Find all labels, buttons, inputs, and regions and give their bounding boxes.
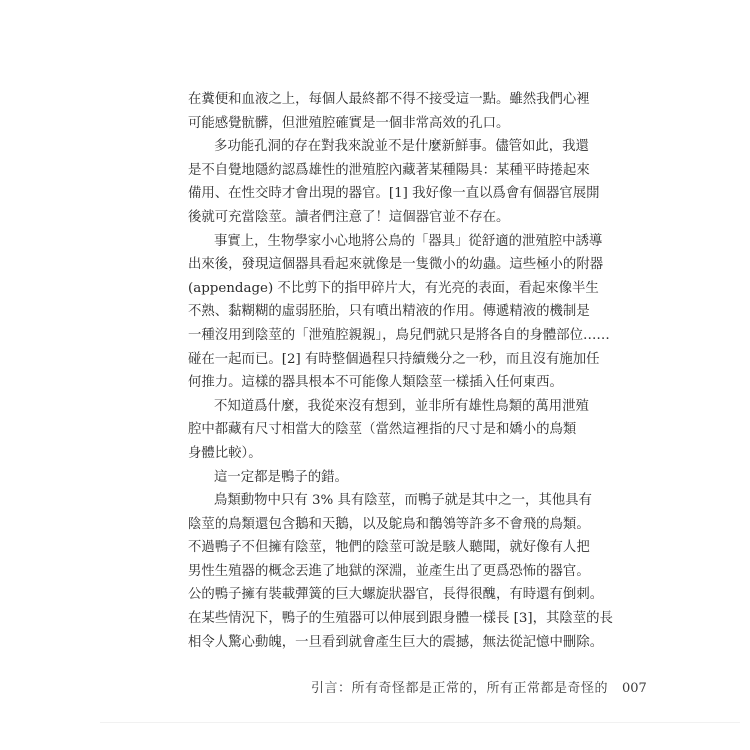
text-line: 公的鴨子擁有裝載彈簧的巨大螺旋狀器官，長得很醜，有時還有倒刺。	[188, 587, 604, 603]
text-line: 是不自覺地隱約認爲雄性的泄殖腔內藏著某種陽具：某種平時捲起來	[188, 162, 590, 178]
text-line: 一種沒用到陰莖的「泄殖腔親親」，鳥兒們就只是將各自的身體部位……	[188, 327, 610, 343]
text-line: 相令人驚心動魄，一旦看到就會產生巨大的震撼，無法從記憶中刪除。	[188, 634, 604, 650]
text-line: 後就可充當陰莖。讀者們注意了！這個器官並不存在。	[188, 209, 510, 225]
text-line: 不熟、黏糊糊的虛弱胚胎，只有噴出精液的作用。傳遞精液的機制是	[188, 304, 590, 320]
text-line: 身體比較）。	[188, 445, 262, 461]
paragraph	[188, 230, 610, 395]
text-line: 在某些情況下，鴨子的生殖器可以伸展到跟身體一樣長 [3]，其陰莖的長	[188, 611, 613, 627]
text-line: 事實上，生物學家小心地將公鳥的「器具」從舒適的泄殖腔中誘導	[214, 233, 603, 249]
text-line: (appendage) 不比剪下的指甲碎片大，有光亮的表面，看起來像半生	[188, 280, 599, 296]
text-line: 出來後，發現這個器具看起來就像是一隻微小的幼蟲。這些極小的附器	[188, 257, 604, 273]
text-line: 男性生殖器的概念丟進了地獄的深淵，並產生出了更爲恐怖的器官。	[188, 563, 590, 579]
body-text	[188, 88, 613, 654]
text-line: 不知道爲什麼，我從來沒有想到，並非所有雄性鳥類的萬用泄殖	[214, 398, 589, 414]
text-line: 鳥類動物中只有 3% 具有陰莖，而鴨子就是其中之一，其他具有	[214, 493, 592, 509]
text-line: 可能感覺骯髒，但泄殖腔確實是一個非常高效的孔口。	[188, 115, 510, 131]
paragraph	[188, 395, 589, 466]
text-line: 腔中都藏有尺寸相當大的陰莖（當然這裡指的尺寸是和嬌小的鳥類	[188, 422, 577, 438]
text-line: 何推力。這樣的器具根本不可能像人類陰莖一樣插入任何東西。	[188, 375, 563, 391]
text-line: 這一定都是鴨子的錯。	[214, 469, 348, 485]
paragraph	[188, 489, 613, 654]
page-number: 007	[622, 681, 647, 696]
text-line: 在糞便和血液之上，每個人最終都不得不接受這一點。雖然我們心裡	[188, 92, 590, 107]
paragraph	[188, 135, 600, 229]
text-line: 多功能孔洞的存在對我來說並不是什麼新鮮事。儘管如此，我還	[214, 139, 589, 155]
running-head: 引言：所有奇怪都是正常的，所有正常都是奇怪的	[311, 681, 609, 696]
text-line: 陰莖的鳥類還包含鵝和天鵝，以及鴕鳥和鶺鴒等許多不會飛的鳥類。	[188, 516, 590, 532]
page-footer	[311, 677, 647, 696]
text-line: 備用、在性交時才會出現的器官。[1] 我好像一直以爲會有個器官展開	[188, 186, 600, 202]
page-edge-divider	[100, 722, 740, 723]
paragraph	[188, 88, 590, 135]
text-line: 碰在一起而已。[2] 有時整個過程只持續幾分之一秒，而且沒有施加任	[188, 351, 600, 367]
text-line: 不過鴨子不但擁有陰莖，牠們的陰莖可說是駭人聽聞，就好像有人把	[188, 540, 590, 556]
paragraph	[188, 466, 563, 490]
